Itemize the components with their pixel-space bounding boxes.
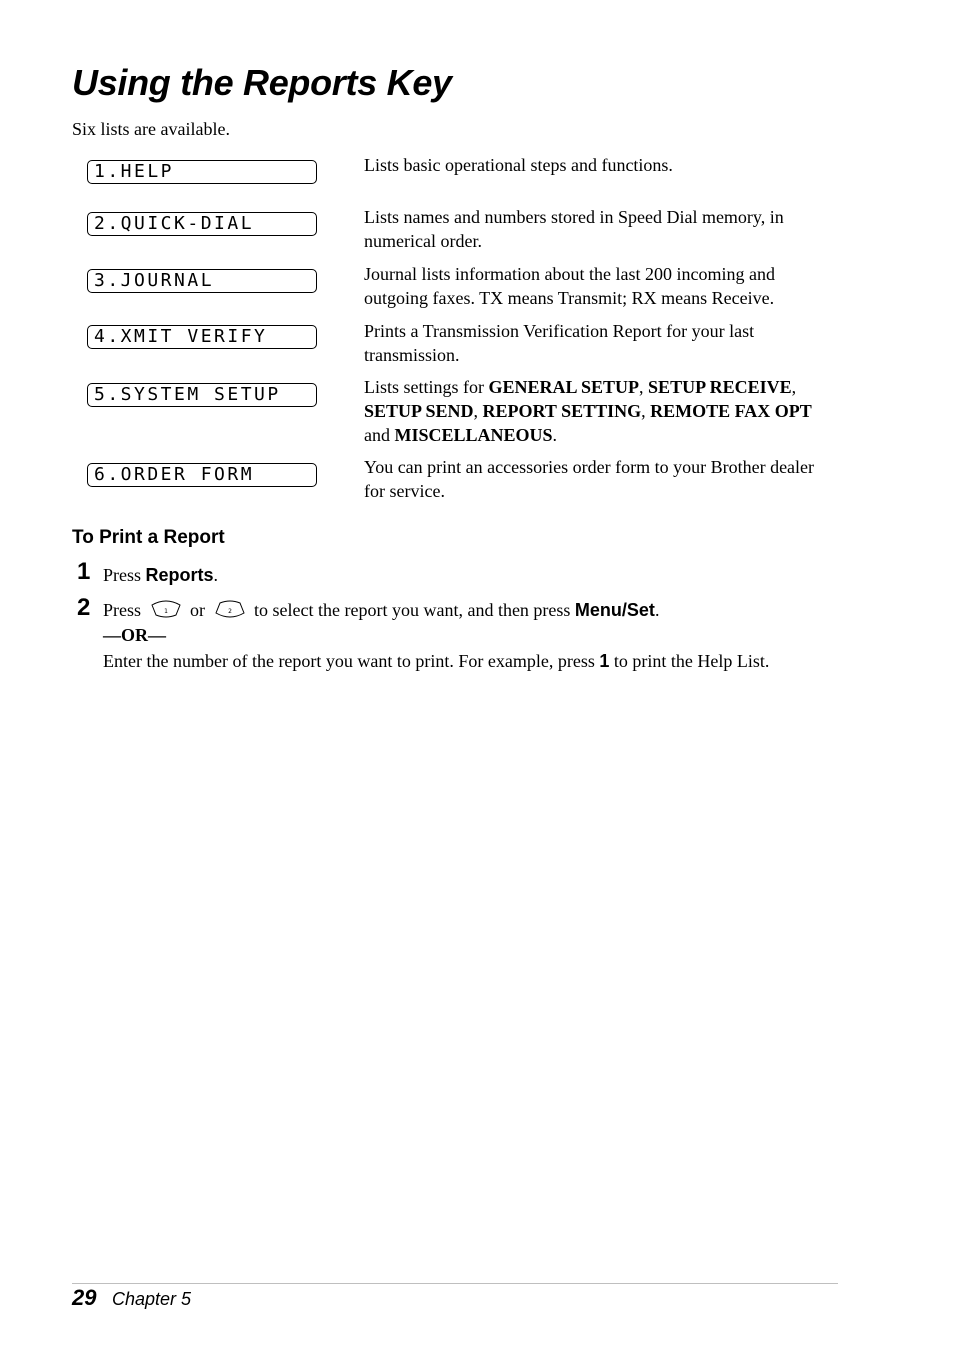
step-text: to select the report you want, and then press [249, 600, 575, 620]
desc-text: , [473, 401, 483, 421]
step-text: Press [103, 565, 146, 585]
lcd-display: 6.ORDER FORM [87, 463, 317, 487]
step-text: Press [103, 600, 146, 620]
lcd-display: 5.SYSTEM SETUP [87, 383, 317, 407]
step-number: 2 [77, 594, 91, 621]
report-description: Prints a Transmission Verification Report for your last transmission. [364, 321, 755, 365]
desc-text: , [641, 401, 651, 421]
setting-name: GENERAL SETUP [488, 377, 640, 397]
desc-text: Lists settings for [364, 377, 489, 397]
report-description [364, 375, 834, 447]
setting-name: REPORT SETTING [482, 401, 642, 421]
key-name: Reports [145, 565, 214, 585]
report-description: You can print an accessories order form to your Brother dealer for service. [364, 457, 815, 501]
page-title: Using the Reports Key [72, 62, 452, 103]
step-text: Enter the number of the report you want to print. For example, press [103, 651, 600, 671]
report-description: Lists basic operational steps and functions. [364, 155, 673, 175]
key-name: 1 [599, 651, 610, 671]
or-separator [103, 625, 166, 646]
desc-text: . [552, 425, 558, 445]
section-heading: To Print a Report [72, 527, 225, 548]
up-arrow-key-icon [150, 599, 182, 625]
step-text: to print the Help List. [609, 651, 770, 671]
svg-text:1: 1 [163, 607, 168, 615]
step-number: 1 [77, 558, 91, 585]
report-description: Journal lists information about the last 200 incoming and outgoing faxes. TX means Transmit; RX means Receive. [364, 264, 775, 308]
lcd-display: 4.XMIT VERIFY [87, 325, 317, 349]
step-text: . [213, 565, 219, 585]
lcd-display: 2.QUICK-DIAL [87, 212, 317, 236]
setting-name: SETUP RECEIVE [648, 377, 792, 397]
down-arrow-key-icon [214, 599, 246, 625]
svg-text:2: 2 [227, 607, 232, 615]
step-1-text [103, 563, 218, 587]
step-text: or [185, 600, 210, 620]
step-text: . [654, 600, 660, 620]
setting-name: MISCELLANEOUS [394, 425, 553, 445]
desc-text: and [364, 425, 395, 445]
alternative-instruction [103, 651, 769, 672]
lcd-display: 3.JOURNAL [87, 269, 317, 293]
chapter-label: Chapter 5 [112, 1289, 192, 1309]
desc-text: , [791, 377, 797, 397]
page-number: 29 [72, 1285, 97, 1310]
lcd-display: 1.HELP [87, 160, 317, 184]
setting-name: SETUP SEND [364, 401, 474, 421]
setting-name: REMOTE FAX OPT [650, 401, 812, 421]
report-description: Lists names and numbers stored in Speed Dial memory, in numerical order. [364, 207, 784, 251]
intro-text: Six lists are available. [72, 119, 230, 139]
key-name: Menu/Set [574, 600, 655, 620]
step-2-text [103, 598, 659, 625]
footer-divider [72, 1283, 838, 1284]
or-text: —OR— [103, 625, 166, 645]
desc-text: , [639, 377, 649, 397]
